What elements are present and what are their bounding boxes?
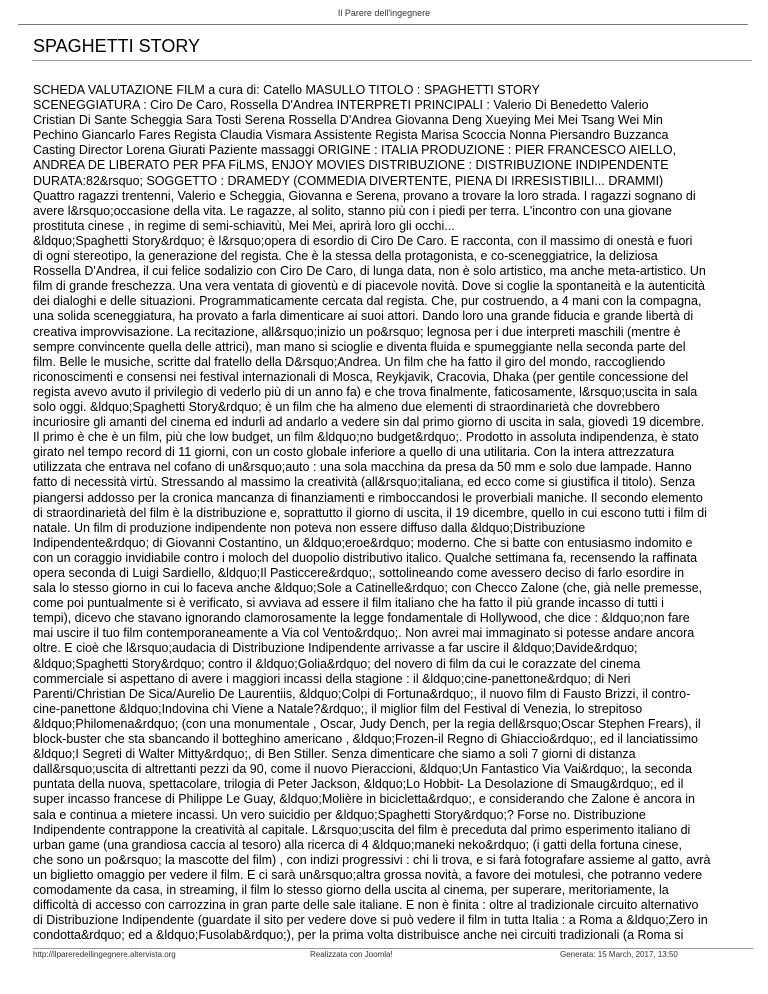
article-line: una solida sceneggiatura, ha provato a farla dimenticare ai suoi attori. Dando loro una grande fiducia e grande libertà di: [33, 309, 694, 324]
article-line: un biglietto omaggio per vedere il film. E ci sarà un&rsquo;altra grossa novità, a favore dei motulesi, che potranno vedere: [33, 867, 703, 882]
page-title: SPAGHETTI STORY: [33, 36, 201, 56]
article-line: film di grande freschezza. Una vera ventata di gioventù e di piacevole novità. Dove si coglie la spontaneità e la autenticità: [33, 279, 705, 294]
article-line: girato nel tempo record di 11 giorni, con un costo globale inferiore a quello di una utilitaria. Con la intera attrezzatura: [33, 445, 675, 460]
article-line: &ldquo;Spaghetti Story&rdquo; è l&rsquo;opera di esordio di Ciro De Caro. E racconta, con il massimo di onestà e fuori: [33, 233, 693, 248]
article-line: con un coraggio invidiabile contro i moloch del duopolio distributivo italico. Qualche settimana fa, recensendo la raffinata: [33, 550, 698, 565]
article-line: avere l&rsquo;occasione della vita. Le ragazze, al solito, stanno più con i piedi per terra. L'incontro con una giovane: [33, 203, 672, 218]
article-line: cine-panettone &ldquo;Indovina chi Viene a Natale?&rdquo;, il miglior film del Festival di Venezia, lo strepitoso: [33, 701, 643, 716]
article-line: comodamente da casa, in streaming, il film lo stesso giorno della uscita al cinema, per superare, meritoriamente, la: [33, 882, 669, 897]
article-line: sala e continua a mietere incassi. Un vero suicidio per &ldquo;Spaghetti Story&rdquo;? Forse no. Distribuzione: [33, 807, 646, 822]
article-line: come poi puntualmente si è verificato, si avviava ad essere il film italiano che ha fatto il più grande incasso di tutti i: [33, 596, 664, 611]
footer-url[interactable]: http://ilpareredellingegnere.altervista.org: [33, 950, 176, 959]
article-line: Parenti/Christian De Sica/Aurelio De Laurentiis, &ldquo;Colpi di Fortuna&rdquo;, il nuovo film di Fausto Brizzi, il contro-: [33, 686, 691, 701]
article-line: Indipendente contrappone la creatività al capitale. L&rsquo;uscita del film è preceduta dal primo esperimento italiano di: [33, 822, 691, 837]
article-line: solo oggi. &ldquo;Spaghetti Story&rdquo; è un film che ha almeno due elementi di straordinarietà che dovrebbero: [33, 399, 660, 414]
article-line: &ldquo;Philomena&rdquo; (con una monumentale , Oscar, Judy Dench, per la regia dell&rsquo;Oscar Stephen Frears), il: [33, 716, 701, 731]
article-line: urban game (una grandiosa caccia al tesoro) alla ricerca di 4 &ldquo;maneki neko&rdquo; (i gatti della fortuna cinese,: [33, 837, 682, 852]
article-line: difficoltà di accesso con carrozzina in gran parte delle sale italiane. E non è finita : oltre al tradizionale circuito alternativo: [33, 898, 699, 913]
article-line: commerciale si aspettano di avere i maggiori incassi della stagione : il &ldquo;cine-panettone&rdquo; di Neri: [33, 671, 631, 686]
article-body: [33, 83, 768, 944]
article-line: SCENEGGIATURA : Ciro De Caro, Rossella D'Andrea INTERPRETI PRINCIPALI : Valerio Di Benedetto Valerio: [33, 98, 649, 113]
article-line: oltre. E cioè che l&rsquo;audacia di Distribuzione Indipendente arrivasse a far uscire il &ldquo;Davide&rdquo;: [33, 641, 638, 656]
article-line: regista avevo avuto il privilegio di vederlo più di un anno fa) e che trova finalmente, faticosamente, l&rsquo;uscita in sala: [33, 384, 698, 399]
site-header: Il Parere dell'ingegnere: [337, 8, 431, 18]
article-line: condotta&rdquo; ed a &ldquo;Fusolab&rdquo;), per la prima volta distribuisce anche nei circuiti tradizionali (a Roma si: [33, 928, 684, 943]
article-line: ANDREA DE LIBERATO PER PFA FiLMS, ENJOY MOVIES DISTRIBUZIONE : DISTRIBUZIONE INDIPENDENTE: [33, 158, 669, 173]
article-line: sala lo stesso giorno in cui lo faceva anche &ldquo;Sole a Catinelle&rdquo; con Checco Zalone (che, già nelle premesse,: [33, 581, 703, 596]
article-line: che sono un po&rsquo; la mascotte del film) , con indizi progressivi : chi li trova, e si farà fotografare assieme al gatto, avrà: [33, 852, 711, 867]
article-line: sempre convincente quella delle attrici), man mano si scioglie e diventa fluida e spumeggiante nella seconda parte del: [33, 339, 686, 354]
article-line: Cristian Di Sante Scheggia Sara Tosti Serena Rossella D'Andrea Giovanna Deng Xueying Mei Mei Tsang Wei Min: [33, 113, 663, 128]
article-line: Quattro ragazzi trentenni, Valerio e Scheggia, Giovanna e Serena, provano a trovare la loro strada. I ragazzi sognano di: [33, 188, 696, 203]
article-line: utilizzata che entrava nel cofano di un&rsquo;auto : una sola macchina da presa da 50 mm e solo due lampade. Hanno: [33, 460, 692, 475]
article-line: di straordinarietà del film è la distribuzione e, soprattutto il giorno di uscita, il 19 dicembre, quello in cui escono tutti i film di: [33, 505, 707, 520]
article-line: &ldquo;I Segreti di Walter Mitty&rdquo;, di Ben Stiller. Senza dimenticare che siamo a soli 7 giorni di distanza: [33, 747, 636, 762]
footer-divider: [33, 948, 753, 949]
article-line: super incasso francese di Philippe Le Guay, &ldquo;Molière in bicicletta&rdquo;, e considerando che Zalone è ancora in: [33, 792, 695, 807]
article-line: SCHEDA VALUTAZIONE FILM a cura di: Catello MASULLO TITOLO : SPAGHETTI STORY: [33, 83, 540, 97]
header-divider: [18, 24, 748, 25]
article-line: creativa improvvisazione. La recitazione, all&rsquo;inizio un po&rsquo; legnosa per i due interpreti maschili (mentre è: [33, 324, 681, 339]
article-line: Rossella D'Andrea, il cui felice sodalizio con Ciro De Caro, di lunga data, non è solo artistico, ma anche meta-artistico. Un: [33, 264, 706, 279]
article-line: piangersi addosso per la cronica mancanza di finanziamenti e rimboccandosi le proverbiali maniche. Il secondo elemento: [33, 490, 703, 505]
article-line: prostituta cinese , in regime di semi-schiavitù, Mei Mei, aprirà loro gli occhi...: [33, 218, 455, 233]
article-line: dall&rsquo;uscita di altrettanti pezzi da 90, come il nuovo Pieraccioni, &ldquo;Un Fantastico Via Vai&rdquo;, la seconda: [33, 762, 692, 777]
article-line: mai uscire il tuo film contemporaneamente a Via col Vento&rdquo;. Non avrei mai immaginato si potesse andare ancora: [33, 626, 695, 641]
article-line: natale. Un film di produzione indipendente non poteva non essere diffuso dalla &ldquo;Distribuzione: [33, 520, 586, 535]
article-line: Indipendente&rdquo; di Giovanni Costantino, un &ldquo;eroe&rdquo; moderno. Che si batte con entusiasmo indomito e: [33, 535, 693, 550]
article-line: tempi), dicevo che stavano ignorando clamorosamente la legge fondamentale di Hollywood, che dice : &ldquo;non fare: [33, 611, 690, 626]
article-line: block-buster che sta sbancando il botteghino americano , &ldquo;Frozen-il Regno di Ghiaccio&rdquo;, ed il lanciatissimo: [33, 732, 698, 747]
article-line: fatto di necessità virtù. Stressando al massimo la creatività (all&rsquo;italiana, ed ecco come si giustifica il titolo). Senza: [33, 475, 696, 490]
article-line: incuriosire gli amanti del cinema ed indurli ad andarlo a vedere sin dal primo giorno di uscita in sala, giovedì 19 dicembre.: [33, 415, 705, 430]
title-divider: [32, 60, 752, 61]
footer-generated: Generata: 15 March, 2017, 13:50: [560, 950, 678, 959]
article-line: dei dialoghi e delle situazioni. Programmaticamente cercata dal regista. Che, pur costruendo, a 4 mani con la compagna,: [33, 294, 702, 309]
article-line: Casting Director Lorena Giurati Paziente massaggi ORIGINE : ITALIA PRODUZIONE : PIER FRANCESCO AIELLO,: [33, 143, 677, 158]
article-line: di ogni stereotipo, la generazione del regista. Che è la stessa della protagonista, e co-sceneggiatrice, la deliziosa: [33, 249, 658, 264]
article-line: DURATA:82&rsquo; SOGGETTO : DRAMEDY (COMMEDIA DIVERTENTE, PIENA DI IRRESISTIBILI... DRAMMI): [33, 173, 664, 188]
article-line: &ldquo;Spaghetti Story&rdquo; contro il &ldquo;Golia&rdquo; del novero di film da cui le corazzate del cinema: [33, 656, 641, 671]
footer-credit: Realizzata con Joomla!: [310, 950, 393, 959]
article-line: puntata della nuova, spettacolare, trilogia di Peter Jackson, &ldquo;Lo Hobbit- La Desolazione di Smaug&rdquo;, ed il: [33, 777, 684, 792]
article-line: riconoscimenti e consensi nei festival internazionali di Mosca, Reykjavik, Cracovia, Dhaka (per gentile concessione del: [33, 369, 689, 384]
article-line: film. Belle le musiche, scritte dal fratello della D&rsquo;Andrea. Un film che ha fatto il giro del mondo, raccogliendo: [33, 354, 666, 369]
article-line: Pechino Giancarlo Fares Regista Claudia Vismara Assistente Regista Marisa Scoccia Nonna Piersandro Buzzanca: [33, 128, 669, 143]
article-line: Il primo è che è un film, più che low budget, un film &ldquo;no budget&rdquo;. Prodotto in assoluta indipendenza, è stato: [33, 430, 699, 445]
article-line: di Distribuzione Indipendente (guardate il sito per vedere dove si può vedere il film in tutta Italia : a Roma a &ldquo;Zero in: [33, 913, 708, 928]
article-line: opera seconda di Luigi Sardiello, &ldquo;Il Pasticcere&rdquo;, sottolineando come avessero deciso di farlo esordire in: [33, 566, 685, 580]
article-line: [33, 943, 768, 944]
